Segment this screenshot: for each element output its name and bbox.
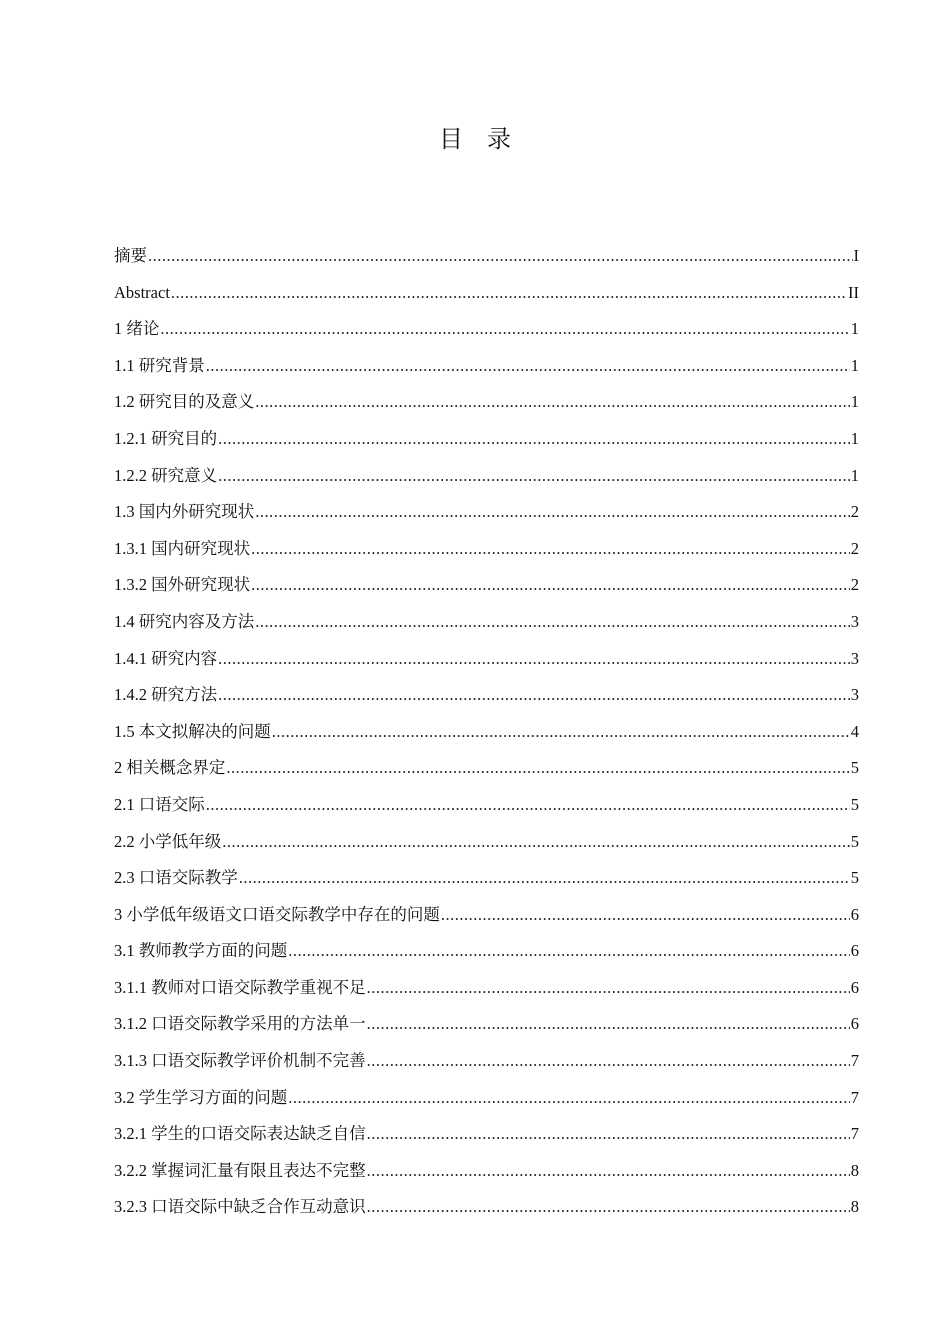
toc-entry[interactable] [114,384,859,421]
toc-entry[interactable] [114,1189,859,1226]
toc-entry-label: 3.1 教师教学方面的问题 [114,941,288,961]
toc-entry-label: 1.4 研究内容及方法 [114,611,255,631]
toc-entry[interactable] [114,1153,859,1190]
toc-entry-label: 1 绪论 [114,319,160,339]
toc-entry-label: 1.5 本文拟解决的问题 [114,721,271,741]
toc-entry-label: 1.4.1 研究内容 [114,648,218,668]
toc-entry[interactable] [114,750,859,787]
toc-entry-label: 3.2.1 学生的口语交际表达缺乏自信 [114,1124,366,1144]
toc-dot-leader [206,787,850,824]
toc-entry-page-number: 6 [850,904,859,924]
toc-entry-page-number: 7 [850,1087,859,1107]
toc-entry-page-number: 5 [850,868,859,888]
toc-entry[interactable] [114,970,859,1007]
toc-entry[interactable] [114,421,859,458]
toc-dot-leader [171,275,847,312]
toc-entry-page-number: II [848,282,859,302]
toc-dot-leader [367,1043,850,1080]
toc-entry-page-number: 7 [850,1051,859,1071]
toc-entry[interactable] [114,567,859,604]
toc-entry-label: 1.4.2 研究方法 [114,685,218,705]
toc-entry[interactable] [114,238,859,275]
toc-entry[interactable] [114,1043,859,1080]
toc-entry-label: 1.2.1 研究目的 [114,428,218,448]
toc-entry-label: 1.1 研究背景 [114,355,205,375]
toc-dot-leader [272,714,850,751]
toc-entry[interactable] [114,1080,859,1117]
toc-dot-leader [222,824,850,861]
toc-entry-page-number: 5 [850,794,859,814]
toc-entry-page-number: 1 [850,392,859,412]
toc-entry-page-number: 7 [850,1124,859,1144]
toc-entry[interactable] [114,1116,859,1153]
toc-entry-label: 2.3 口语交际教学 [114,868,238,888]
toc-entry-page-number: 6 [850,977,859,997]
toc-dot-leader [255,604,850,641]
toc-dot-leader [251,531,850,568]
toc-dot-leader [255,384,850,421]
toc-dot-leader [367,970,850,1007]
toc-entry-page-number: 6 [850,941,859,961]
toc-entry[interactable] [114,1006,859,1043]
toc-dot-leader [441,897,850,934]
toc-entry-page-number: 8 [850,1197,859,1217]
toc-dot-leader [255,494,850,531]
toc-entry[interactable] [114,860,859,897]
toc-entry-label: 3 小学低年级语文口语交际教学中存在的问题 [114,904,440,924]
toc-entry-label: 摘要 [114,246,147,265]
toc-entry[interactable] [114,604,859,641]
toc-entry-page-number: 2 [850,575,859,595]
toc-entry-page-number: 5 [850,758,859,778]
toc-entry[interactable] [114,787,859,824]
toc-entry[interactable] [114,677,859,714]
toc-entry-page-number: 1 [850,465,859,485]
toc-entry-label: 3.1.2 口语交际教学采用的方法单一 [114,1014,366,1034]
toc-entry-page-number: 2 [850,502,859,522]
toc-entry[interactable] [114,348,859,385]
toc-entry[interactable] [114,275,859,312]
toc-entry-label: 2.2 小学低年级 [114,831,222,851]
toc-entry-label: 3.1.3 口语交际教学评价机制不完善 [114,1051,366,1071]
toc-entry[interactable] [114,933,859,970]
toc-entry-label: 3.2.3 口语交际中缺乏合作互动意识 [114,1197,366,1217]
toc-entry-page-number: 4 [850,721,859,741]
toc-dot-leader [218,677,850,714]
toc-entry-page-number: I [853,246,859,265]
toc-dot-leader [218,421,850,458]
toc-entry-page-number: 3 [850,648,859,668]
toc-entry[interactable] [114,494,859,531]
toc-entry[interactable] [114,458,859,495]
toc-entry-label: 1.3.2 国外研究现状 [114,575,251,595]
toc-entry[interactable] [114,531,859,568]
toc-dot-leader [288,1080,850,1117]
toc-entry-page-number: 8 [850,1160,859,1180]
toc-entry[interactable] [114,641,859,678]
toc-entry-label: 2.1 口语交际 [114,794,205,814]
toc-entry-label: 1.3 国内外研究现状 [114,502,255,522]
toc-dot-leader [288,933,850,970]
toc-entry-page-number: 3 [850,611,859,631]
toc-dot-leader [367,1116,850,1153]
toc-dot-leader [367,1153,850,1190]
toc-entry-label: 1.2.2 研究意义 [114,465,218,485]
toc-dot-leader [148,238,853,275]
toc-entry-page-number: 6 [850,1014,859,1034]
toc-dot-leader [206,348,850,385]
toc-title: 目录 [439,125,535,153]
toc-entry-page-number: 2 [850,538,859,558]
toc-dot-leader [160,311,849,348]
toc-entry-label: 3.2.2 掌握词汇量有限且表达不完整 [114,1160,366,1180]
toc-dot-leader [367,1189,850,1226]
toc-dot-leader [367,1006,850,1043]
toc-dot-leader [239,860,850,897]
toc-entry-label: 1.3.1 国内研究现状 [114,538,251,558]
toc-dot-leader [218,458,850,495]
toc-entry[interactable] [114,897,859,934]
toc-entry-page-number: 1 [850,355,859,375]
toc-entry-page-number: 1 [850,428,859,448]
toc-entry-label: 3.1.1 教师对口语交际教学重视不足 [114,977,366,997]
toc-entry[interactable] [114,311,859,348]
toc-dot-leader [218,641,850,678]
toc-entry-label: 1.2 研究目的及意义 [114,392,255,412]
toc-entry[interactable] [114,824,859,861]
toc-entry-label: 2 相关概念界定 [114,758,226,778]
toc-dot-leader [226,750,849,787]
toc-entry[interactable] [114,714,859,751]
toc-list [114,238,859,1226]
toc-entry-label: 3.2 学生学习方面的问题 [114,1087,288,1107]
toc-entry-page-number: 1 [850,319,859,339]
toc-entry-page-number: 3 [850,685,859,705]
toc-dot-leader [251,567,850,604]
toc-entry-label: Abstract [114,282,170,302]
toc-entry-page-number: 5 [850,831,859,851]
